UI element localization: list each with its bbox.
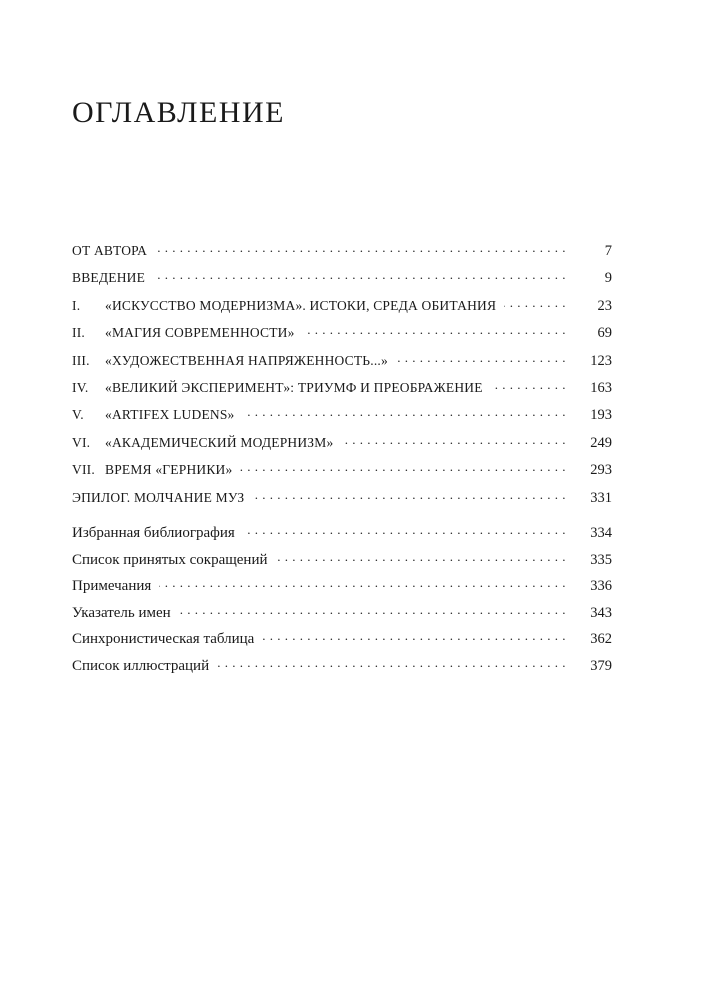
toc-entry	[72, 490, 612, 517]
toc-entry-page: 123	[590, 352, 612, 369]
toc-entry-label: ВВЕДЕНИЕ	[72, 270, 146, 286]
toc-entry-page: 193	[590, 407, 612, 424]
toc-entry	[72, 270, 612, 297]
toc-entry-page: 163	[590, 379, 612, 396]
toc-entry	[72, 435, 612, 462]
toc-entry	[72, 353, 612, 380]
dot-leader	[262, 631, 566, 643]
toc-entry-label: Примечания	[72, 578, 152, 595]
toc-entry-label: ВРЕМЯ «ГЕРНИКИ»	[105, 462, 233, 478]
dot-leader	[159, 578, 566, 590]
dot-leader	[179, 605, 566, 617]
toc-entry-page: 343	[590, 604, 612, 621]
toc-entry	[72, 605, 612, 632]
toc-entry-number: V.	[72, 407, 84, 423]
dot-leader	[491, 380, 566, 392]
toc-entry-label: ЭПИЛОГ. МОЛЧАНИЕ МУЗ	[72, 489, 245, 505]
dot-leader	[276, 552, 566, 564]
toc-entry-label: «ВЕЛИКИЙ ЭКСПЕРИМЕНТ»: ТРИУМФ И ПРЕОБРАЖЕНИЕ	[105, 379, 483, 395]
toc-entry-number: IV.	[72, 379, 89, 395]
dot-leader	[155, 243, 566, 255]
dot-leader	[341, 435, 566, 447]
dot-leader	[240, 462, 566, 474]
toc-main-list	[72, 243, 612, 517]
toc-entry	[72, 325, 612, 352]
toc-entry-page: 336	[590, 578, 612, 595]
dot-leader	[252, 490, 566, 502]
toc-entry-label: ОТ АВТОРА	[72, 243, 148, 258]
toc-entry-page: 331	[590, 489, 612, 506]
toc-entry-number: I.	[72, 297, 81, 313]
toc-entry-page: 362	[590, 631, 612, 648]
toc-entry	[72, 407, 612, 434]
toc-entry-label: Избранная библиография	[72, 525, 235, 541]
dot-leader	[153, 270, 566, 282]
toc-entry-label: «ARTIFEX LUDENS»	[105, 407, 235, 423]
toc-entry-page: 69	[597, 325, 612, 342]
toc-entry-page: 334	[590, 525, 612, 541]
toc-entry-number: VII.	[72, 462, 95, 478]
toc-entry-label: Список иллюстраций	[72, 657, 210, 674]
toc-entry	[72, 631, 612, 658]
toc-entry	[72, 658, 612, 685]
toc-entry-number: II.	[72, 325, 85, 341]
dot-leader	[396, 353, 566, 365]
dot-leader	[504, 298, 566, 310]
toc-entry-label: Список принятых сокращений	[72, 551, 268, 568]
toc-entry-page: 249	[590, 434, 612, 451]
toc-entry-label: Указатель имен	[72, 604, 171, 621]
toc-entry	[72, 462, 612, 489]
toc-entry-label: Синхронистическая таблица	[72, 631, 255, 648]
toc-entry	[72, 525, 612, 552]
toc-entry-number: III.	[72, 352, 90, 368]
toc-entry-page: 7	[604, 243, 612, 259]
toc-entry	[72, 243, 612, 270]
page-title: ОГЛАВЛЕНИЕ	[72, 96, 285, 129]
toc-entry-page: 293	[590, 462, 612, 479]
toc-entry	[72, 298, 612, 325]
toc-entry-page: 335	[590, 551, 612, 568]
toc-entry	[72, 380, 612, 407]
toc-entry	[72, 552, 612, 579]
dot-leader	[243, 525, 566, 537]
toc-entry-label: «АКАДЕМИЧЕСКИЙ МОДЕРНИЗМ»	[105, 434, 334, 450]
toc-entry-number: VI.	[72, 434, 91, 450]
toc-entry	[72, 578, 612, 605]
toc-entry-label: «ИСКУССТВО МОДЕРНИЗМА». ИСТОКИ, СРЕДА ОБИТАНИЯ	[105, 297, 497, 313]
toc-back-matter-list	[72, 525, 612, 685]
dot-leader	[303, 325, 566, 337]
toc-entry-page: 9	[604, 270, 612, 287]
dot-leader	[243, 407, 566, 419]
toc-entry-label: «МАГИЯ СОВРЕМЕННОСТИ»	[105, 325, 295, 341]
dot-leader	[217, 658, 566, 670]
toc-entry-page: 379	[590, 657, 612, 674]
toc-entry-page: 23	[597, 297, 612, 314]
toc-entry-label: «ХУДОЖЕСТВЕННАЯ НАПРЯЖЕННОСТЬ...»	[105, 352, 388, 368]
